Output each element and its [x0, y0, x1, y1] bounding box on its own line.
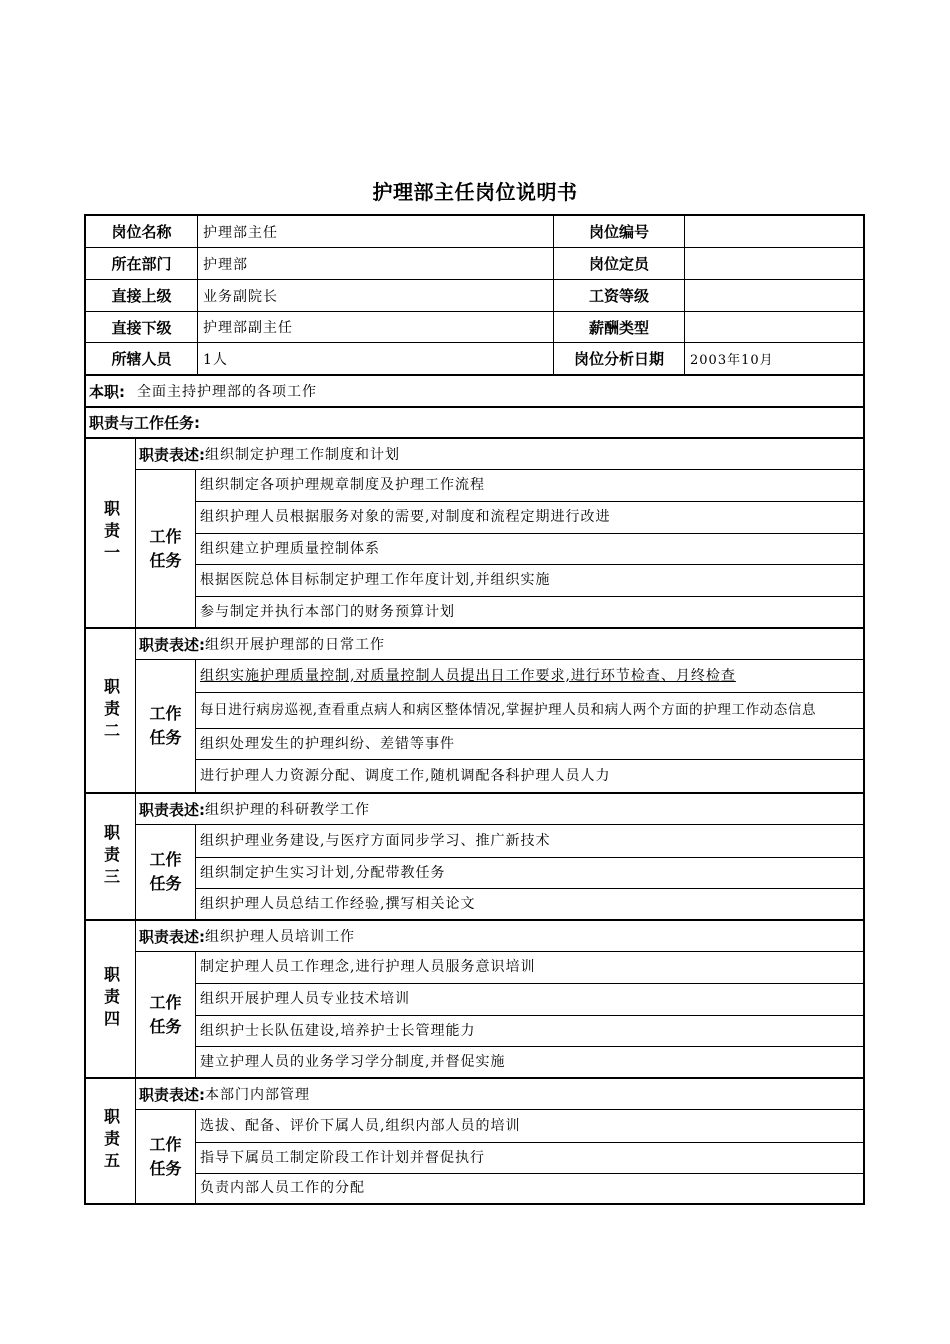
responsibility-label: 职责三: [86, 794, 136, 919]
task-item: 制定护理人员工作理念,进行护理人员服务意识培训: [200, 959, 536, 975]
task-item: 组织护士长队伍建设,培养护士长管理能力: [196, 1015, 863, 1046]
duty-row: [86, 374, 863, 406]
info-row: [86, 311, 863, 342]
section-header: 职责与工作任务:: [89, 414, 200, 432]
info-label: 岗位名称: [111, 223, 172, 241]
responsibility-label: 职责一: [86, 439, 136, 627]
document-title: 护理部主任岗位说明书: [372, 180, 578, 204]
info-label: 岗位编号: [553, 216, 684, 247]
responsibility-statement: 职责表述: 组织制定护理工作制度和计划: [136, 439, 863, 470]
responsibility-block: [86, 919, 863, 1077]
info-label: 所辖人员: [111, 350, 172, 368]
task-item: 组织制定各项护理规章制度及护理工作流程: [200, 477, 485, 493]
info-value: 业务副院长: [197, 280, 553, 311]
info-label: 工资等级: [553, 280, 684, 311]
info-value: 护理部: [197, 248, 553, 279]
info-label: 薪酬类型: [553, 312, 684, 342]
task-item: 选拔、配备、评价下属人员,组织内部人员的培训: [200, 1117, 521, 1134]
duty-label: 本职:: [89, 382, 125, 401]
job-description-table: [84, 214, 865, 1205]
info-row: [86, 279, 863, 311]
info-value: 1人: [197, 343, 553, 374]
responsibility-statement: 职责表述: 组织护理的科研教学工作: [136, 794, 863, 825]
info-value: [684, 216, 863, 247]
info-value: [684, 280, 863, 311]
task-item: 组织实施护理质量控制,对质量控制人员提出日工作要求,进行环节检查、月终检查: [200, 667, 736, 684]
info-row: [86, 216, 863, 247]
task-label: 工作任务: [136, 1110, 196, 1203]
responsibility-statement: 职责表述: 组织开展护理部的日常工作: [136, 629, 863, 660]
task-item: 负责内部人员工作的分配: [196, 1173, 863, 1203]
info-value: 2003年10月: [684, 343, 863, 374]
task-item: 每日进行病房巡视,查看重点病人和病区整体情况,掌握护理人员和病人两个方面的护理工作动态信息: [196, 692, 863, 728]
task-item: 进行护理人力资源分配、调度工作,随机调配各科护理人员人力: [196, 759, 863, 792]
info-label: 岗位分析日期: [553, 343, 684, 374]
responsibility-block: [86, 1077, 863, 1203]
info-value: [684, 312, 863, 342]
task-item: 组织处理发生的护理纠纷、差错等事件: [196, 728, 863, 759]
task-item: 组织护理人员根据服务对象的需要,对制度和流程定期进行改进: [196, 501, 863, 533]
info-value: 护理部主任: [197, 216, 553, 247]
task-label: 工作任务: [136, 952, 196, 1077]
info-label: 岗位定员: [553, 248, 684, 279]
responsibility-block: [86, 437, 863, 627]
task-item: 建立护理人员的业务学习学分制度,并督促实施: [196, 1046, 863, 1077]
info-label: 直接上级: [111, 287, 172, 305]
responsibility-statement: 职责表述: 本部门内部管理: [136, 1079, 863, 1110]
info-row: [86, 247, 863, 279]
info-row: [86, 342, 863, 374]
responsibility-block: [86, 792, 863, 919]
task-item: 组织制定护生实习计划,分配带教任务: [196, 857, 863, 888]
task-label: 工作任务: [136, 825, 196, 919]
task-item: 根据医院总体目标制定护理工作年度计划,并组织实施: [196, 564, 863, 596]
duty-value: 全面主持护理部的各项工作: [137, 384, 317, 400]
section-header-row: [86, 406, 863, 437]
responsibility-label: 职责四: [86, 921, 136, 1077]
task-item: 组织开展护理人员专业技术培训: [196, 983, 863, 1015]
info-label: 直接下级: [111, 318, 172, 337]
task-item: 指导下属员工制定阶段工作计划并督促执行: [196, 1142, 863, 1173]
task-label: 工作任务: [136, 470, 196, 627]
task-item: 组织护理人员总结工作经验,撰写相关论文: [196, 888, 863, 919]
task-item: 组织建立护理质量控制体系: [196, 533, 863, 564]
responsibility-label: 职责五: [86, 1079, 136, 1203]
info-value: [684, 248, 863, 279]
task-item: 组织护理业务建设,与医疗方面同步学习、推广新技术: [200, 832, 551, 849]
task-label: 工作任务: [136, 660, 196, 792]
info-label: 所在部门: [111, 255, 172, 273]
info-value: 护理部副主任: [197, 312, 553, 342]
responsibility-statement: 职责表述: 组织护理人员培训工作: [136, 921, 863, 952]
responsibility-block: [86, 627, 863, 792]
task-item: 参与制定并执行本部门的财务预算计划: [196, 596, 863, 627]
responsibility-label: 职责二: [86, 629, 136, 792]
